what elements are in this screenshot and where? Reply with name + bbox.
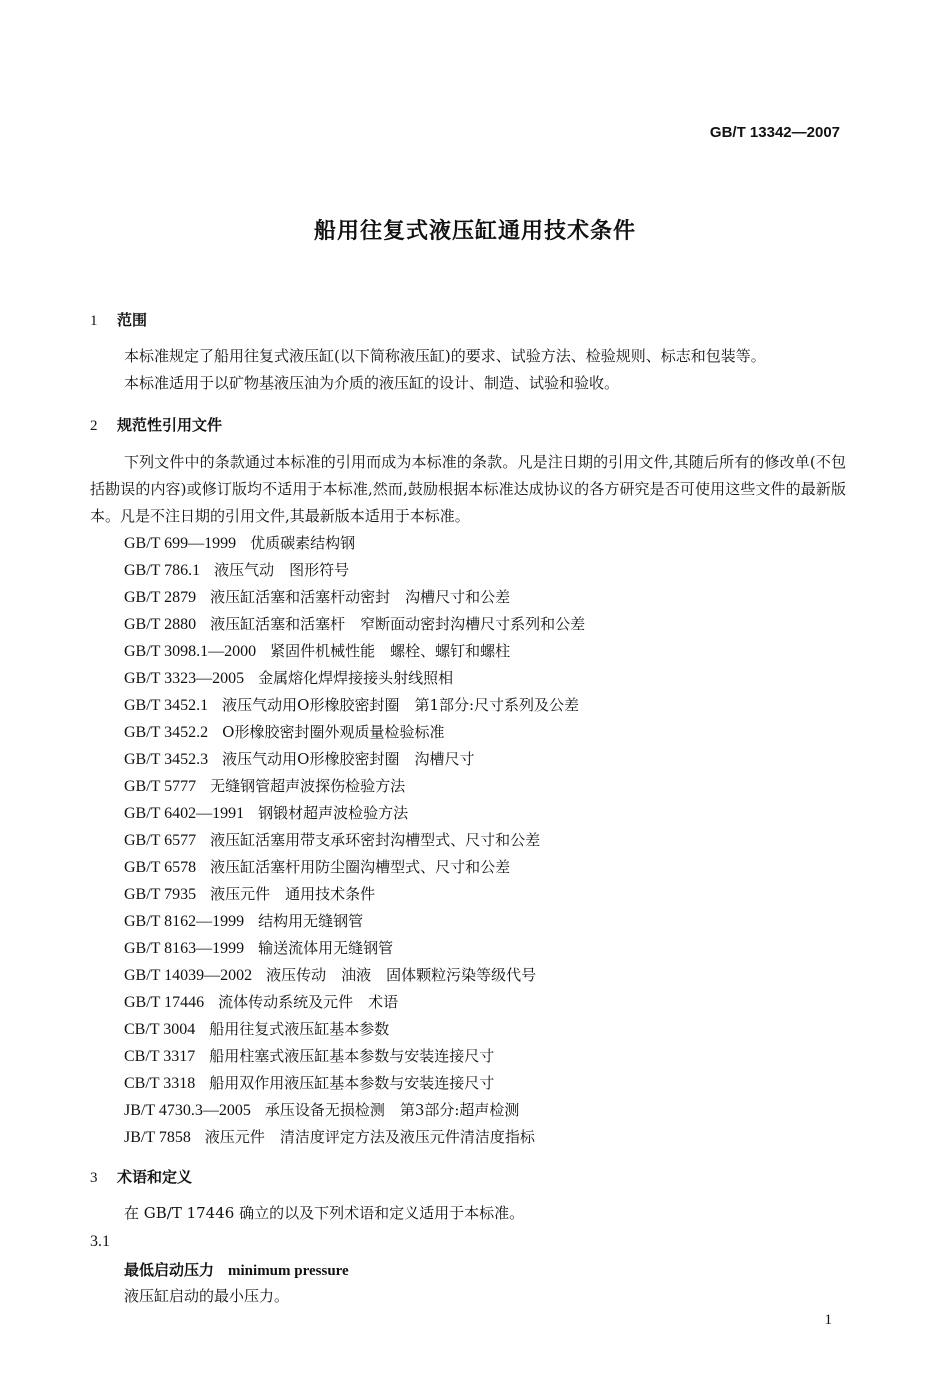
paragraph: 本标准适用于以矿物基液压油为介质的液压缸的设计、制造、试验和验收。 [124,374,620,392]
reference-item [124,1097,844,1124]
reference-item [124,611,844,638]
reference-title: O形橡胶密封圈外观质量检验标准 [222,723,445,741]
section-title: 术语和定义 [117,1168,193,1186]
reference-code: GB/T 2879 [124,589,197,606]
reference-list [124,530,844,1151]
reference-code: GB/T 8162—1999 [124,913,245,930]
reference-code: GB/T 3452.2 [124,724,209,741]
references-intro: 下列文件中的条款通过本标准的引用而成为本标准的条款。凡是注日期的引用文件,其随后所有的修改单(不包括勘误的内容)或修订版均不适用于本标准,然而,鼓励根据本标准达成协议的各方研究是否可使用这些文件的最新版本。凡是不注日期的引用文件,其最新版本适用于本标准。 [90,453,846,525]
reference-title: 船用柱塞式液压缸基本参数与安装连接尺寸 [209,1047,495,1065]
reference-title: 优质碳素结构钢 [250,534,356,552]
section-number: 3 [90,1170,98,1186]
reference-title: 液压气动用O形橡胶密封圈 沟槽尺寸 [222,750,475,768]
reference-code: GB/T 2880 [124,616,197,633]
reference-code: GB/T 6402—1991 [124,805,245,822]
section-3-heading [90,1166,192,1187]
reference-item [124,1043,844,1070]
reference-title: 液压元件 通用技术条件 [210,885,376,903]
reference-code: CB/T 3318 [124,1075,196,1092]
reference-code: CB/T 3317 [124,1048,196,1065]
reference-item [124,800,844,827]
reference-item [124,584,844,611]
section-2-heading [90,414,222,435]
reference-item [124,530,844,557]
reference-item [124,908,844,935]
reference-item [124,1016,844,1043]
reference-item [124,935,844,962]
reference-title: 液压气动 图形符号 [214,561,350,579]
reference-item [124,746,844,773]
reference-title: 液压缸活塞和活塞杆动密封 沟槽尺寸和公差 [210,588,511,606]
section-number: 1 [90,313,98,329]
reference-item [124,962,844,989]
reference-title: 液压缸活塞用带支承环密封沟槽型式、尺寸和公差 [210,831,541,849]
reference-title: 液压元件 清洁度评定方法及液压元件清洁度指标 [204,1128,535,1146]
section-title: 规范性引用文件 [117,416,223,434]
reference-title: 液压气动用O形橡胶密封圈 第1部分:尺寸系列及公差 [222,696,580,714]
term-name [124,1259,349,1280]
reference-code: GB/T 7935 [124,886,197,903]
reference-title: 船用双作用液压缸基本参数与安装连接尺寸 [209,1074,495,1092]
standard-code: GB/T 13342—2007 [709,124,840,141]
reference-title: 输送流体用无缝钢管 [258,939,394,957]
reference-code: GB/T 786.1 [124,562,201,579]
section-1-heading [90,309,147,330]
term-name-en: minimum pressure [228,1263,349,1279]
section-number: 2 [90,418,98,434]
reference-item [124,773,844,800]
reference-item [124,638,844,665]
reference-title: 结构用无缝钢管 [258,912,364,930]
reference-title: 钢锻材超声波检验方法 [258,804,409,822]
reference-code: GB/T 14039—2002 [124,967,253,984]
reference-code: GB/T 8163—1999 [124,940,245,957]
reference-code: GB/T 3452.1 [124,697,209,714]
reference-item [124,881,844,908]
reference-item [124,665,844,692]
reference-title: 液压缸活塞和活塞杆 窄断面动密封沟槽尺寸系列和公差 [210,615,586,633]
reference-item [124,1070,844,1097]
reference-code: GB/T 3323—2005 [124,670,245,687]
reference-title: 紧固件机械性能 螺栓、螺钉和螺柱 [270,642,511,660]
reference-item [124,827,844,854]
reference-code: GB/T 6577 [124,832,197,849]
document-title: 船用往复式液压缸通用技术条件 [313,219,636,244]
reference-code: GB/T 6578 [124,859,197,876]
reference-title: 金属熔化焊焊接接头射线照相 [258,669,454,687]
page-number: 1 [824,1312,832,1328]
reference-item [124,1124,844,1151]
term-name-cn: 最低启动压力 [124,1261,215,1279]
reference-code: GB/T 3452.3 [124,751,209,768]
reference-item [124,557,844,584]
section-title: 范围 [117,311,148,329]
reference-item [124,854,844,881]
term-number: 3.1 [90,1233,110,1250]
reference-title: 承压设备无损检测 第3部分:超声检测 [264,1101,520,1119]
reference-code: JB/T 7858 [124,1129,191,1146]
reference-code: JB/T 4730.3—2005 [124,1102,251,1119]
reference-item [124,692,844,719]
reference-title: 流体传动系统及元件 术语 [218,993,399,1011]
reference-code: GB/T 17446 [124,994,205,1011]
reference-item [124,719,844,746]
terms-intro: 在 GB/T 17446 确立的以及下列术语和定义适用于本标准。 [124,1204,525,1222]
reference-title: 船用往复式液压缸基本参数 [209,1020,390,1038]
paragraph: 本标准规定了船用往复式液压缸(以下简称液压缸)的要求、试验方法、检验规则、标志和包装等。 [124,347,766,365]
reference-title: 液压缸活塞杆用防尘圈沟槽型式、尺寸和公差 [210,858,511,876]
reference-code: CB/T 3004 [124,1021,196,1038]
reference-title: 液压传动 油液 固体颗粒污染等级代号 [266,966,537,984]
reference-code: GB/T 5777 [124,778,197,795]
reference-code: GB/T 699—1999 [124,535,237,552]
reference-title: 无缝钢管超声波探伤检验方法 [210,777,406,795]
reference-code: GB/T 3098.1—2000 [124,643,257,660]
term-definition: 液压缸启动的最小压力。 [124,1287,290,1305]
reference-item [124,989,844,1016]
